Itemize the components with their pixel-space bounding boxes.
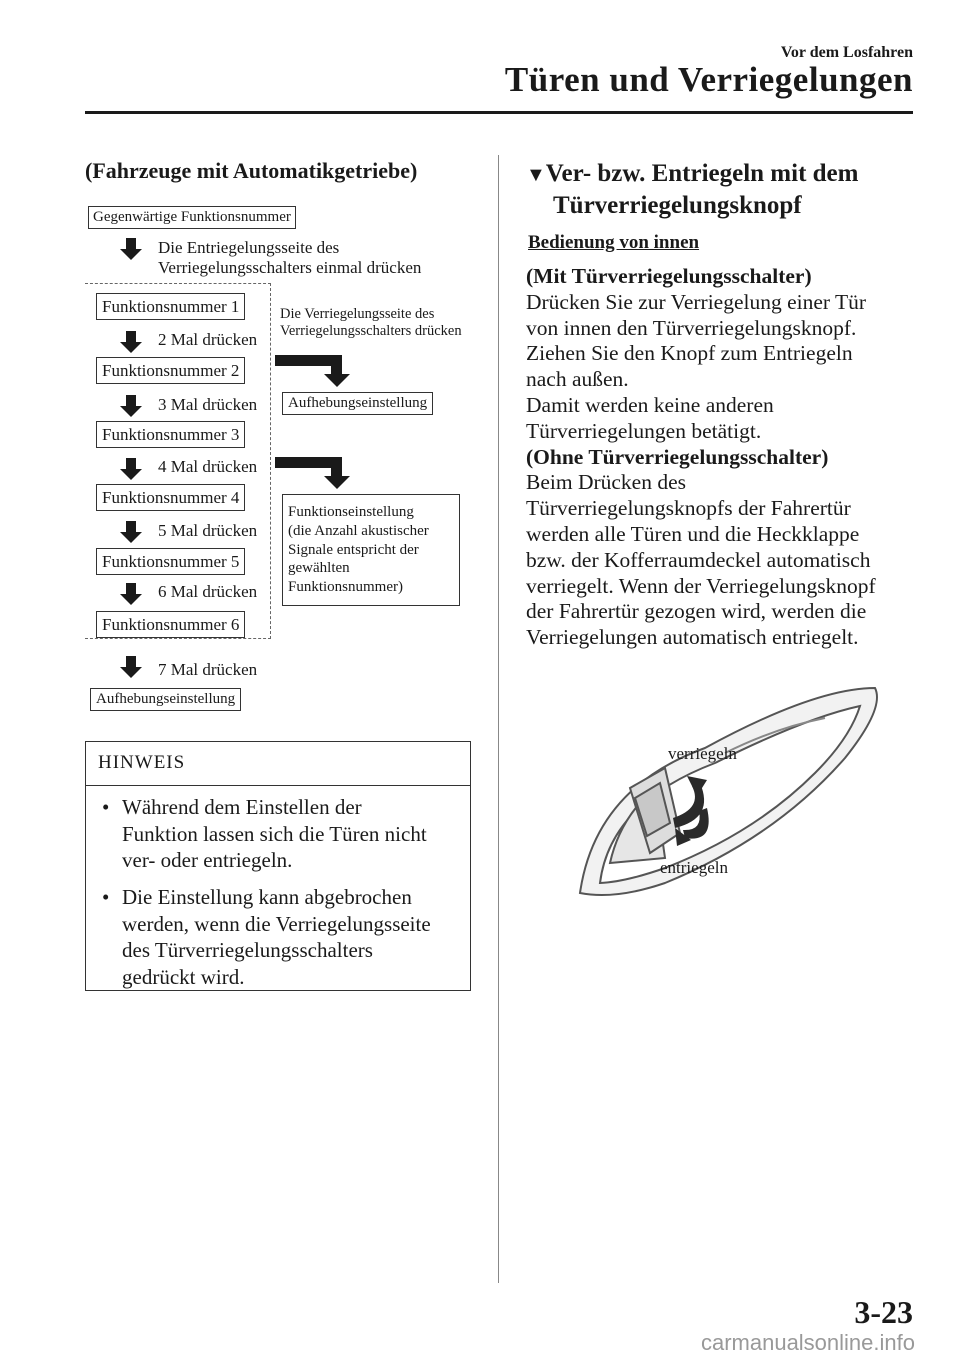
left-section-title: (Fahrzeuge mit Automatikgetriebe) xyxy=(85,158,418,183)
lock-label: verriegeln xyxy=(668,744,737,763)
step0-label: Die Entriegelungsseite des Verriegelungsschalters einmal drücken xyxy=(158,238,422,277)
press-label-6: 6 Mal drücken xyxy=(158,582,258,601)
page-title: Türen und Verriegelungen xyxy=(504,60,913,99)
note-divider xyxy=(86,785,470,786)
down-arrow-icon xyxy=(120,521,142,543)
down-arrow-icon xyxy=(120,458,142,480)
press-label-3: 3 Mal drücken xyxy=(158,395,258,414)
down-arrow-icon xyxy=(120,395,142,417)
right-section-title: ▼Ver- bzw. Entriegeln mit dem Türverriegelungsknopf xyxy=(526,160,859,219)
note-item: • Während dem Einstellen der Funktion lassen sich die Türen nicht ver- oder entriegeln. xyxy=(102,795,427,873)
page-number: 3-23 xyxy=(854,1294,913,1330)
current-function-box: Gegenwärtige Funktionsnummer xyxy=(88,206,296,229)
function-node-3: Funktionsnummer 3 xyxy=(96,421,245,448)
down-arrow-icon xyxy=(120,331,142,353)
watermark: carmanualsonline.info xyxy=(700,1330,915,1355)
bent-arrow-icon xyxy=(275,457,350,489)
down-arrow-icon xyxy=(120,583,142,605)
body-text: (Mit Türverriegelungsschalter) Drücken Sie zur Verriegelung einer Tür von innen den Türverriegelungsknopf. Ziehen Sie den Knopf zum Entriegeln nach außen. Damit werden keine anderen Türverriegelungen betätigt. (Ohne Türverriegelungsschalter) Beim Drücken des Türverriegelungsknopfs der Fahrertür werden alle Türen und die Heckklappe bzw. der Kofferraumdeckel automatisch verriegelt. Wenn der Verriegelungsknopf der Fahrertür gezogen wird, werden die Verriegelungen automatisch entriegelt. xyxy=(526,264,876,650)
note-box xyxy=(85,741,471,991)
press-label-2: 2 Mal drücken xyxy=(158,330,258,349)
bullet-icon: • xyxy=(102,795,110,819)
column-divider xyxy=(498,155,499,1283)
function-node-5: Funktionsnummer 5 xyxy=(96,548,245,575)
header-section: Vor dem Losfahren xyxy=(780,44,913,61)
flow-arrows xyxy=(0,0,480,700)
down-arrow-icon xyxy=(120,238,142,260)
press-label-7: 7 Mal drücken xyxy=(158,660,258,679)
down-arrow-icon xyxy=(120,656,142,678)
bullet-icon: • xyxy=(102,884,110,909)
press-label-5: 5 Mal drücken xyxy=(158,521,258,540)
function-node-6: Funktionsnummer 6 xyxy=(96,611,245,638)
lock-side-label: Die Verriegelungsseite des Verriegelungsschalters drücken xyxy=(280,306,462,340)
note-item: • Die Einstellung kann abgebrochen werden, wenn die Verriegelungsseite des Türverriegelungsschalters gedrückt wird. xyxy=(102,884,431,989)
function-node-2: Funktionsnummer 2 xyxy=(96,357,245,384)
press-label-4: 4 Mal drücken xyxy=(158,457,258,476)
door-lock-illustration xyxy=(575,668,895,908)
subsection-title: Bedienung von innen xyxy=(528,232,700,253)
note-title: HINWEIS xyxy=(98,752,186,773)
function-setting-box: Funktionseinstellung (die Anzahl akustischer Signale entspricht der gewählten Funktionsnummer) xyxy=(282,494,460,606)
bent-arrow-icon xyxy=(275,355,350,387)
triangle-marker-icon: ▼ xyxy=(526,164,546,186)
unlock-label: entriegeln xyxy=(660,858,728,877)
function-node-1: Funktionsnummer 1 xyxy=(96,293,245,320)
note-list xyxy=(96,794,456,1001)
cancel-setting-right: Aufhebungseinstellung xyxy=(282,392,433,415)
cancel-setting-bottom: Aufhebungseinstellung xyxy=(90,688,241,711)
function-node-4: Funktionsnummer 4 xyxy=(96,484,245,511)
